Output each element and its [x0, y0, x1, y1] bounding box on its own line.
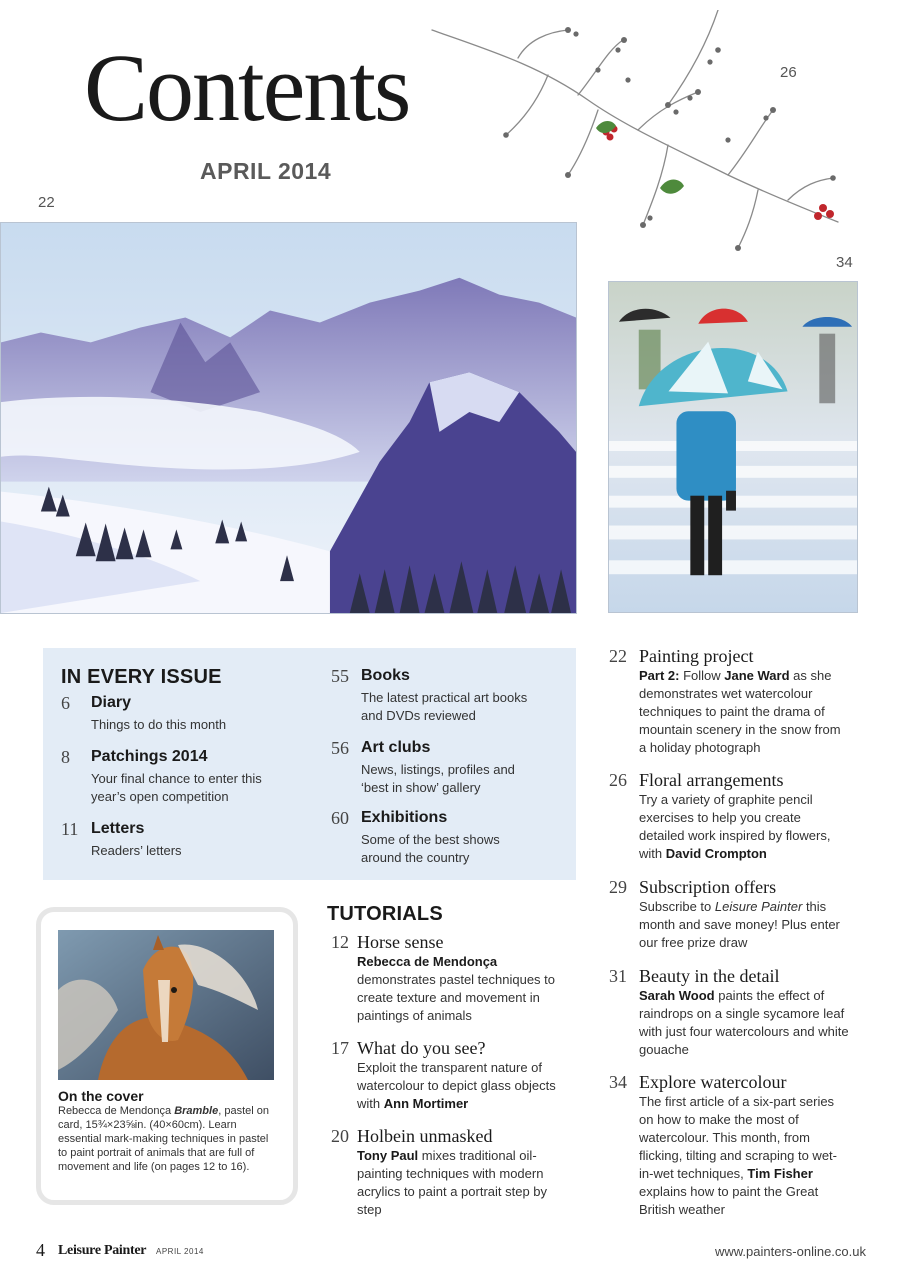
entry-page-number: 17 [331, 1038, 349, 1058]
entry-title: Letters [91, 820, 145, 837]
mountain-watercolour-painting [0, 222, 577, 614]
website-link[interactable]: www.painters-online.co.uk [714, 1244, 866, 1259]
entry-title: Art clubs [361, 739, 431, 756]
entry-title: Diary [91, 694, 132, 711]
hawthorn-branch-illustration [428, 10, 868, 255]
in-every-issue-heading: IN EVERY ISSUE [61, 666, 222, 688]
page-title: Contents [84, 34, 410, 141]
cover-caption [58, 1104, 280, 1174]
page-number: 4 [36, 1240, 45, 1260]
issue-date: APRIL 2014 [200, 158, 332, 184]
rainy-street-watercolour-painting [608, 281, 858, 613]
entry-title: Beauty in the detail [639, 966, 780, 986]
floral-arrangements-entry[interactable] [609, 770, 849, 863]
part-label: Part 2: [639, 668, 680, 683]
author-name: Ann Mortimer [383, 1096, 469, 1111]
entry-page-number: 11 [61, 819, 79, 839]
entry-description-text: explains how to paint the Great British weather [639, 1184, 819, 1217]
magazine-name: Leisure Painter [714, 899, 803, 914]
entry-page-number: 56 [331, 738, 349, 758]
entry-title: Floral arrangements [639, 770, 784, 790]
entry-page-number: 20 [331, 1126, 349, 1146]
entry-description: The latest practical art books and DVDs reviewed [361, 690, 528, 723]
page-ref-rain: 34 [836, 254, 853, 271]
entry-title: Patchings 2014 [91, 748, 208, 765]
patchings-entry[interactable] [61, 747, 271, 806]
entry-title: Subscription offers [639, 877, 777, 897]
horse-pastel-painting [58, 930, 274, 1080]
footer-date: APRIL 2014 [156, 1247, 204, 1256]
entry-description [639, 987, 849, 1059]
entry-description [357, 1059, 561, 1113]
subscription-offers-entry[interactable] [609, 877, 849, 952]
entry-description [639, 898, 849, 952]
magazine-logo: Leisure Painter [58, 1243, 147, 1258]
entry-page-number: 60 [331, 808, 349, 828]
entry-page-number: 29 [609, 877, 627, 897]
entry-page-number: 31 [609, 966, 627, 986]
entry-page-number: 12 [331, 932, 349, 952]
on-the-cover-heading: On the cover [58, 1088, 144, 1104]
entry-title: Horse sense [357, 932, 444, 952]
explore-watercolour-entry[interactable] [609, 1072, 849, 1219]
author-name: Tony Paul [357, 1148, 419, 1163]
entry-page-number: 22 [609, 646, 627, 666]
entry-description-text: The first article of a six-part series on how to make the most of watercolour. This month, from flicking, tilting and scraping to wet-in-wet techniques, [639, 1094, 837, 1181]
entry-page-number: 55 [331, 666, 349, 686]
diary-entry[interactable] [61, 693, 271, 734]
cover-caption-text: , pastel on card, 15¾×23⅝in. (40×60cm). Learn essential mark-making techniques in pastel to paint portrait of animals that are full of movement and life (on pages 12 to 16). [58, 1105, 269, 1173]
entry-description [639, 791, 849, 863]
entry-description [357, 1147, 561, 1219]
entry-description: Some of the best shows around the country [361, 832, 500, 865]
entry-title: What do you see? [357, 1038, 486, 1058]
exhibitions-entry[interactable] [331, 808, 531, 867]
author-name: David Crompton [665, 846, 767, 861]
holbein-unmasked-entry[interactable] [331, 1126, 561, 1219]
cover-work-title: Bramble [174, 1105, 219, 1117]
entry-description-text: Exploit the transparent nature of watercolour to depict glass objects with [357, 1060, 556, 1111]
page-ref-branch: 26 [780, 64, 797, 81]
entry-description: Things to do this month [91, 717, 227, 732]
author-name: Rebecca de Mendonça [357, 954, 498, 969]
entry-title: Holbein unmasked [357, 1126, 493, 1146]
entry-page-number: 6 [61, 693, 70, 713]
entry-title: Explore watercolour [639, 1072, 787, 1092]
entry-title: Exhibitions [361, 809, 448, 826]
art-clubs-entry[interactable] [331, 738, 531, 797]
entry-description [639, 1093, 849, 1219]
entry-description-text: this month and save money! Plus enter our free prize draw [639, 899, 840, 950]
cover-artist: Rebecca de Mendonça [58, 1105, 175, 1117]
entry-description [357, 953, 561, 1025]
entry-page-number: 26 [609, 770, 627, 790]
entry-title: Books [361, 667, 410, 684]
tutorials-heading: TUTORIALS [327, 903, 443, 925]
entry-description [639, 667, 849, 757]
author-name: Jane Ward [724, 668, 790, 683]
what-do-you-see-entry[interactable] [331, 1038, 561, 1113]
entry-description-text: Subscribe to [639, 899, 715, 914]
entry-description-text: as she demonstrates wet watercolour techniques to paint the drama of mountain scenery in the snow from a holiday photograph [639, 668, 841, 755]
entry-description-text: demonstrates pastel techniques to create texture and movement in paintings of animals [357, 972, 556, 1023]
entry-description: Your final chance to enter this year’s open competition [91, 771, 262, 804]
beauty-in-detail-entry[interactable] [609, 966, 849, 1059]
page-ref-mountain: 22 [38, 194, 55, 211]
author-name: Tim Fisher [747, 1166, 813, 1181]
entry-description: News, listings, profiles and ‘best in show’ gallery [361, 762, 515, 795]
letters-entry[interactable] [61, 819, 271, 860]
horse-sense-entry[interactable] [331, 932, 561, 1025]
entry-description-text: mixes traditional oil-painting techniques with modern acrylics to paint a portrait step by step [357, 1148, 548, 1217]
author-name: Sarah Wood [639, 988, 715, 1003]
painting-project-entry[interactable] [609, 646, 849, 757]
entry-description: Readers’ letters [91, 843, 182, 858]
entry-description-text: Follow [679, 668, 725, 683]
entry-description-text: Try a variety of graphite pencil exercises to help you create detailed work inspired by flowers, with [639, 792, 831, 861]
entry-title: Painting project [639, 646, 754, 666]
entry-page-number: 8 [61, 747, 70, 767]
books-entry[interactable] [331, 666, 531, 725]
entry-description-text: paints the effect of raindrops on a single sycamore leaf with just four watercolours and white gouache [639, 988, 849, 1057]
entry-page-number: 34 [609, 1072, 627, 1092]
